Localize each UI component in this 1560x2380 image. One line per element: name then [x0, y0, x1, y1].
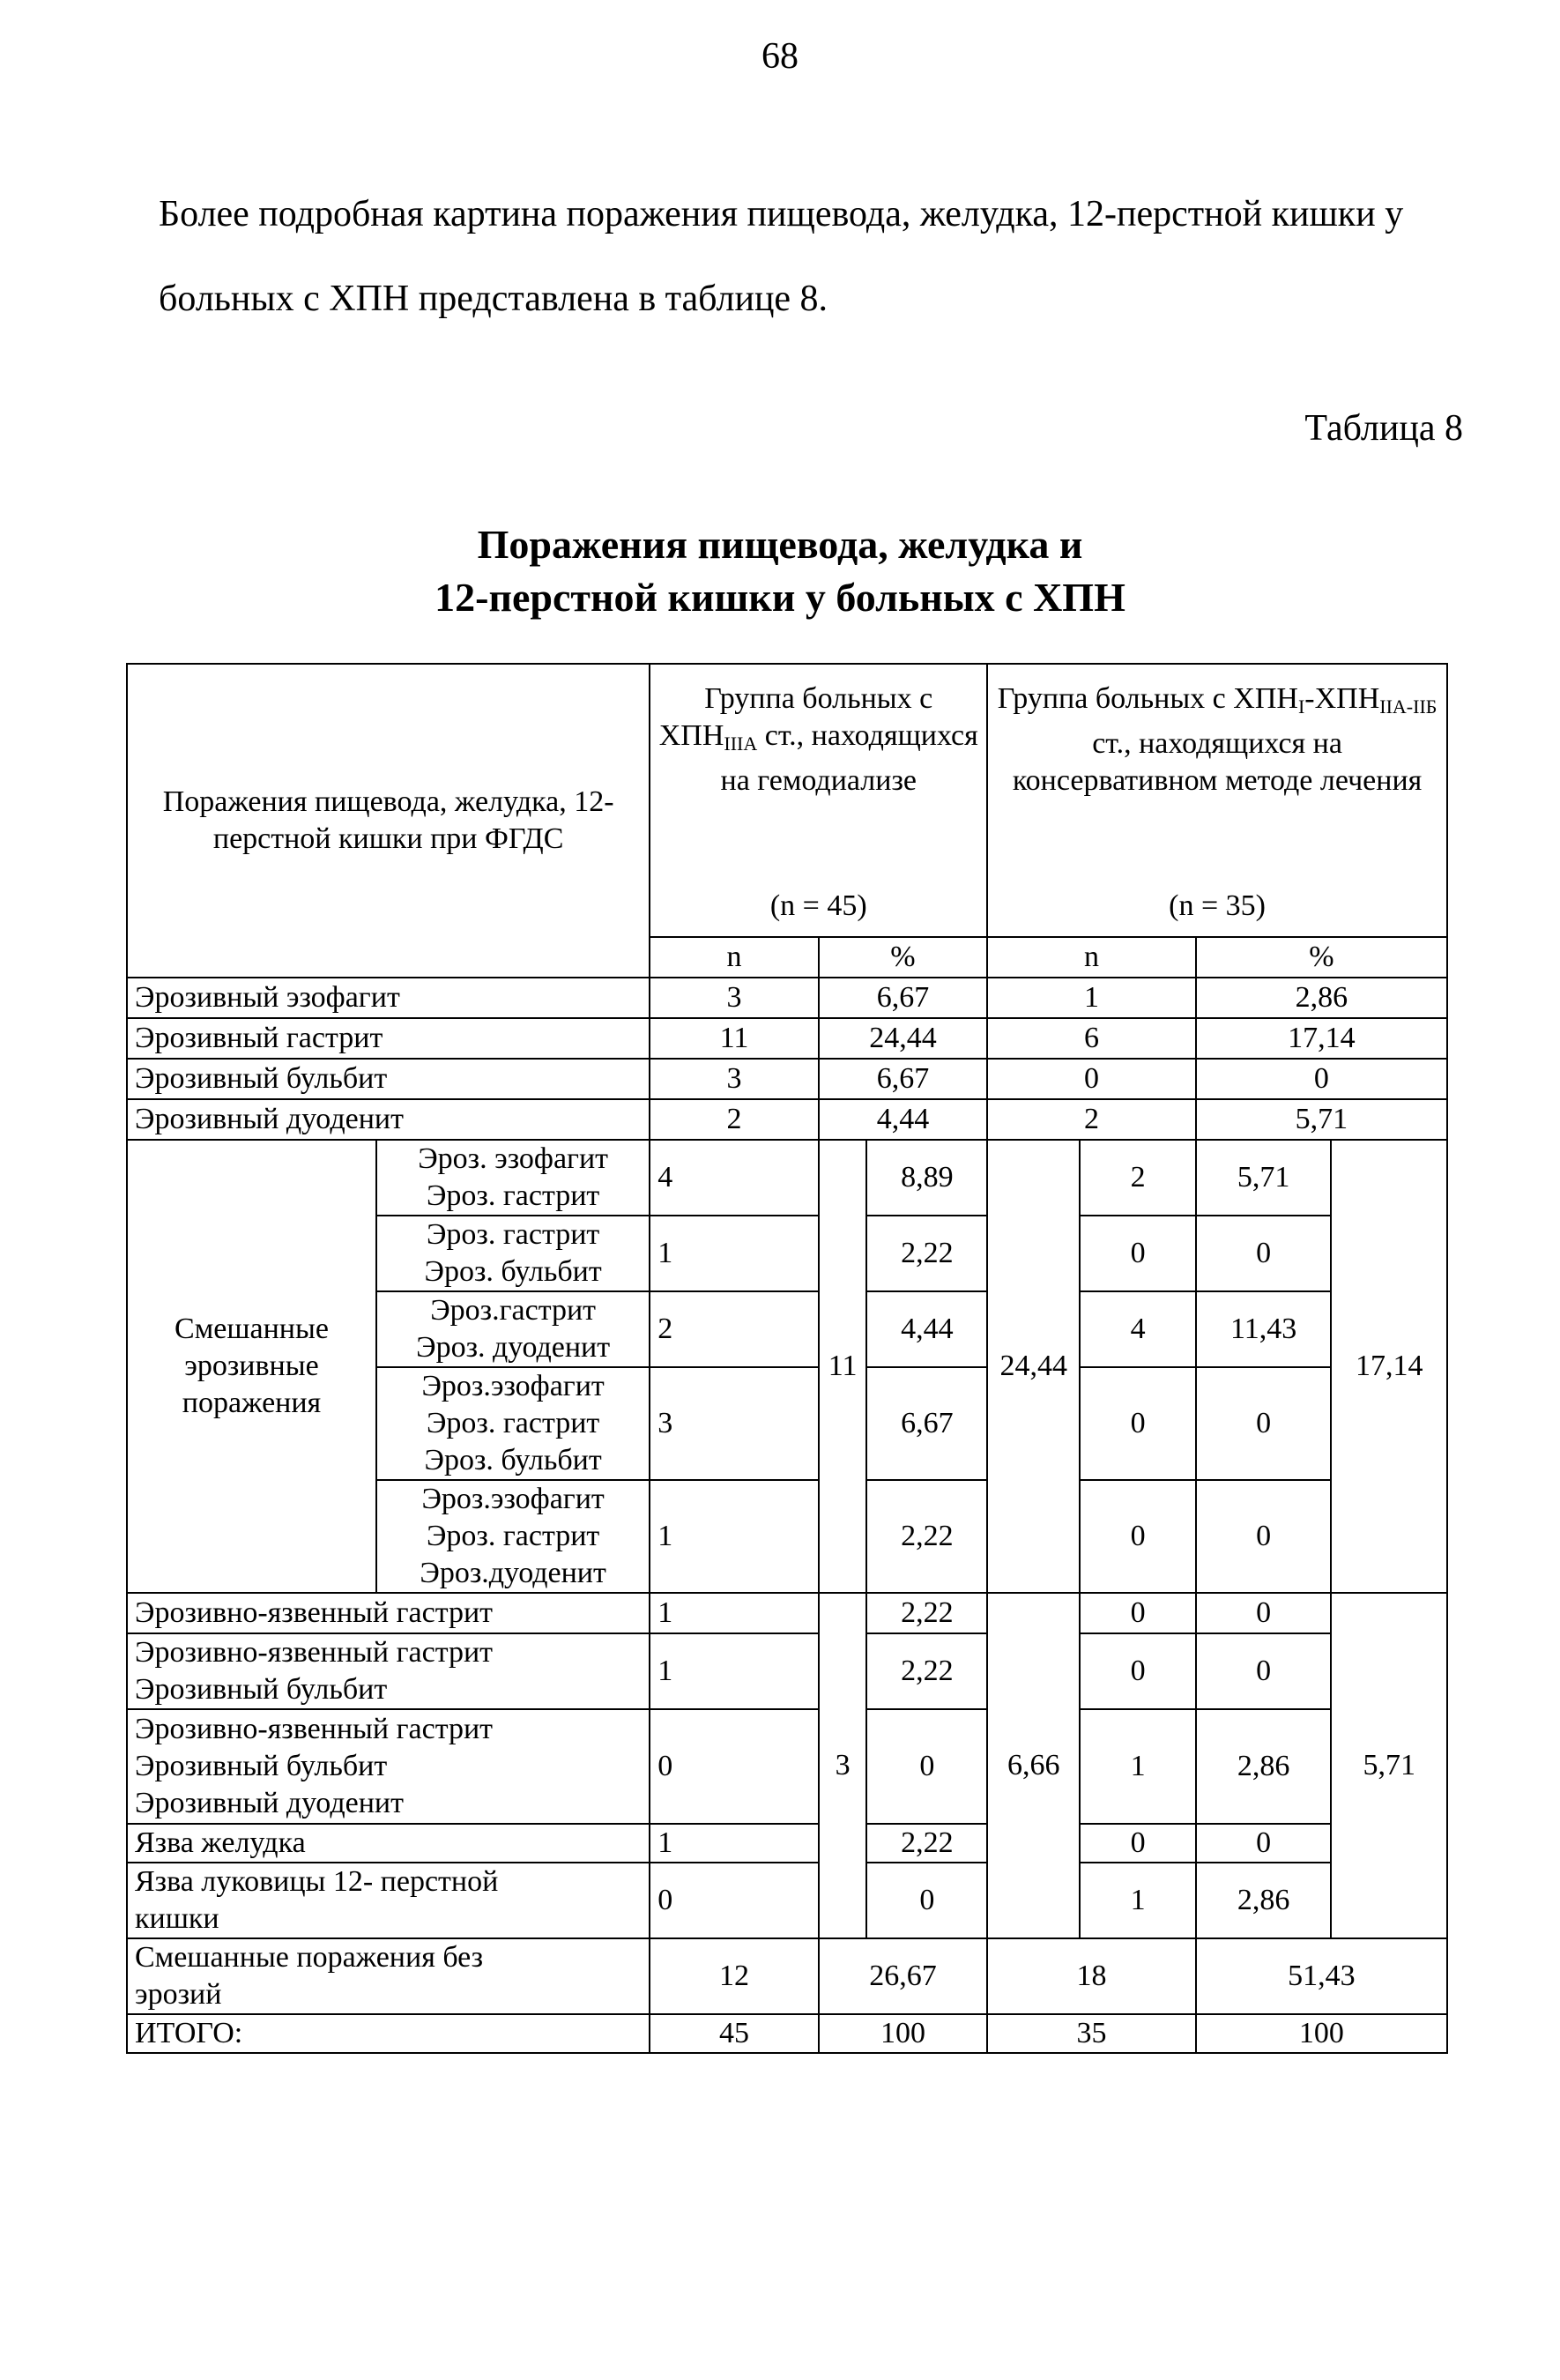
cell-value: 0	[1196, 1059, 1447, 1099]
group2-stage: I	[1297, 695, 1305, 718]
sub-row-label	[376, 1480, 650, 1593]
cell-value: 0	[1196, 1216, 1332, 1291]
col-header-pct: %	[1196, 937, 1447, 978]
cell-value: 2,86	[1196, 1863, 1332, 1938]
table-row	[127, 1059, 1447, 1099]
row-label: Эрозивно-язвенный гастрит	[127, 1593, 650, 1633]
cell-value: 0	[1196, 1593, 1332, 1633]
row-label: Эрозивный эзофагит	[127, 978, 650, 1018]
cell-value: 0	[1080, 1824, 1195, 1863]
label-line: Эрозивно-язвенный гастрит	[135, 1636, 494, 1669]
cell-value: 45	[650, 2014, 818, 2053]
table-caption: Таблица 8	[1304, 408, 1463, 449]
sub-row-label	[376, 1367, 650, 1480]
group1-text: Группа больных с ХПН	[658, 681, 933, 752]
cell-value: 2	[987, 1099, 1196, 1140]
group2-count: (n = 35)	[1169, 889, 1266, 922]
cell-value: 2,22	[866, 1593, 987, 1633]
sub-row-label	[376, 1140, 650, 1216]
cell-value: 2	[1080, 1140, 1195, 1216]
cell-value: 0	[1196, 1633, 1332, 1709]
label-line: Эроз.дуоденит	[420, 1557, 606, 1589]
cell-value: 0	[866, 1863, 987, 1938]
group-total-value: 24,44	[987, 1140, 1080, 1593]
cell-value: 0	[1196, 1367, 1332, 1480]
label-line: Эроз. дуоденит	[416, 1331, 611, 1364]
cell-value: 2,22	[866, 1633, 987, 1709]
row-label: Язва желудка	[127, 1824, 650, 1863]
cell-value: 6,67	[819, 1059, 987, 1099]
row-label	[127, 1938, 650, 2014]
row-label	[127, 1633, 650, 1709]
label-line: Эроз. бульбит	[424, 1255, 602, 1288]
mixed-erosive-label	[127, 1140, 376, 1593]
cell-value: 18	[987, 1938, 1196, 2014]
group-total-value: 11	[819, 1140, 867, 1593]
cell-value: 4	[650, 1140, 818, 1216]
label-line: Эроз. гастрит	[426, 1407, 600, 1439]
group-total-value: 6,66	[987, 1593, 1080, 1938]
label-line: эрозий	[135, 1978, 222, 2011]
cell-value: 5,71	[1196, 1099, 1447, 1140]
group-total-value: 17,14	[1331, 1140, 1447, 1593]
group2-text: -ХПН	[1304, 681, 1380, 715]
table-row	[127, 1633, 1447, 1709]
sub-row-label	[376, 1216, 650, 1291]
row-label	[127, 1709, 650, 1824]
cell-value: 2	[650, 1099, 818, 1140]
cell-value: 35	[987, 2014, 1196, 2053]
group2-stage: IIА-IIБ	[1379, 695, 1437, 718]
cell-value: 1	[1080, 1709, 1195, 1824]
label-line: Эрозивный бульбит	[135, 1750, 388, 1782]
table-row	[127, 1824, 1447, 1863]
row-label: Эрозивный гастрит	[127, 1018, 650, 1059]
group1-count: (n = 45)	[769, 889, 867, 922]
cell-value: 1	[1080, 1863, 1195, 1938]
cell-value: 0	[1196, 1480, 1332, 1593]
row-label	[127, 1863, 650, 1938]
label-line: Эроз. эзофагит	[418, 1142, 609, 1175]
cell-value: 100	[819, 2014, 987, 2053]
cell-value: 1	[650, 1824, 818, 1863]
header-group1	[650, 664, 987, 937]
cell-value: 0	[650, 1863, 818, 1938]
sub-row-label	[376, 1291, 650, 1367]
page-number: 68	[761, 36, 799, 77]
cell-value: 1	[650, 1480, 818, 1593]
label-line: Эроз. бульбит	[424, 1444, 602, 1476]
label-line: Эроз.гастрит	[430, 1294, 597, 1327]
total-label: ИТОГО:	[127, 2014, 650, 2053]
group-total-value: 3	[819, 1593, 867, 1938]
cell-value: 1	[987, 978, 1196, 1018]
label-line: Эроз. гастрит	[426, 1179, 600, 1212]
group1-text: ст., находящихся на гемодиализе	[720, 718, 978, 797]
cell-value: 4	[1080, 1291, 1195, 1367]
label-line: кишки	[135, 1902, 219, 1935]
label-line: Эроз. гастрит	[426, 1520, 600, 1552]
lesions-table	[126, 663, 1448, 2054]
col-header-n: n	[987, 937, 1196, 978]
cell-value: 2	[650, 1291, 818, 1367]
cell-value: 0	[1080, 1367, 1195, 1480]
table-row	[127, 978, 1447, 1018]
cell-value: 6,67	[866, 1367, 987, 1480]
table-row	[127, 1863, 1447, 1938]
cell-value: 100	[1196, 2014, 1447, 2053]
cell-value: 0	[866, 1709, 987, 1824]
header-group2	[987, 664, 1447, 937]
cell-value: 24,44	[819, 1018, 987, 1059]
label-line: Эрозивно-язвенный гастрит	[135, 1713, 494, 1745]
cell-value: 26,67	[819, 1938, 987, 2014]
cell-value: 2,22	[866, 1480, 987, 1593]
cell-value: 2,22	[866, 1216, 987, 1291]
label-line: Эроз.эзофагит	[421, 1370, 605, 1402]
cell-value: 2,22	[866, 1824, 987, 1863]
cell-value: 0	[987, 1059, 1196, 1099]
cell-value: 2,86	[1196, 978, 1447, 1018]
group2-text: Группа больных с ХПН	[997, 681, 1298, 715]
table-row	[127, 1938, 1447, 2014]
label-line: эрозивные	[184, 1350, 319, 1382]
cell-value: 3	[650, 1059, 818, 1099]
cell-value: 0	[1080, 1593, 1195, 1633]
cell-value: 5,71	[1196, 1140, 1332, 1216]
cell-value: 0	[1196, 1824, 1332, 1863]
cell-value: 2,86	[1196, 1709, 1332, 1824]
table-row-total	[127, 2014, 1447, 2053]
cell-value: 6	[987, 1018, 1196, 1059]
row-label: Эрозивный бульбит	[127, 1059, 650, 1099]
cell-value: 0	[650, 1709, 818, 1824]
cell-value: 6,67	[819, 978, 987, 1018]
table-row	[127, 1099, 1447, 1140]
group2-text: ст., находящихся на консервативном методе лечения	[1012, 726, 1423, 797]
cell-value: 17,14	[1196, 1018, 1447, 1059]
cell-value: 0	[1080, 1216, 1195, 1291]
label-line: Смешанные поражения без	[135, 1941, 484, 1974]
cell-value: 4,44	[866, 1291, 987, 1367]
table-title	[0, 518, 1560, 624]
cell-value: 51,43	[1196, 1938, 1447, 2014]
group1-stage: IIIА	[724, 732, 758, 755]
cell-value: 11	[650, 1018, 818, 1059]
cell-value: 11,43	[1196, 1291, 1332, 1367]
cell-value: 0	[1080, 1480, 1195, 1593]
table-row	[127, 1018, 1447, 1059]
cell-value: 3	[650, 1367, 818, 1480]
row-label: Эрозивный дуоденит	[127, 1099, 650, 1140]
cell-value: 1	[650, 1593, 818, 1633]
label-line: Эроз. гастрит	[426, 1218, 600, 1251]
label-line: Эрозивный дуоденит	[135, 1787, 404, 1819]
cell-value: 12	[650, 1938, 818, 2014]
cell-value: 1	[650, 1633, 818, 1709]
cell-value: 4,44	[819, 1099, 987, 1140]
intro-paragraph: Более подробная картина поражения пищевода, желудка, 12-перстной кишки у больных с ХПН представлена в таблице 8.	[159, 194, 1404, 319]
table-title-line: 12-перстной кишки у больных с ХПН	[435, 575, 1125, 620]
cell-value: 0	[1080, 1633, 1195, 1709]
label-line: Эрозивный бульбит	[135, 1673, 388, 1706]
label-line: поражения	[182, 1387, 322, 1419]
table-title-line: Поражения пищевода, желудка и	[477, 522, 1083, 567]
label-line: Язва луковицы 12- перстной	[135, 1865, 499, 1898]
label-line: Смешанные	[175, 1313, 329, 1345]
col-header-pct: %	[819, 937, 987, 978]
cell-value: 1	[650, 1216, 818, 1291]
cell-value: 3	[650, 978, 818, 1018]
table-row	[127, 1140, 1447, 1216]
table-row	[127, 1709, 1447, 1824]
header-row-label: Поражения пищевода, желудка, 12-перстной кишки при ФГДС	[127, 664, 650, 978]
col-header-n: n	[650, 937, 818, 978]
group-total-value: 5,71	[1331, 1593, 1447, 1938]
cell-value: 8,89	[866, 1140, 987, 1216]
table-row	[127, 1593, 1447, 1633]
label-line: Эроз.эзофагит	[421, 1483, 605, 1515]
